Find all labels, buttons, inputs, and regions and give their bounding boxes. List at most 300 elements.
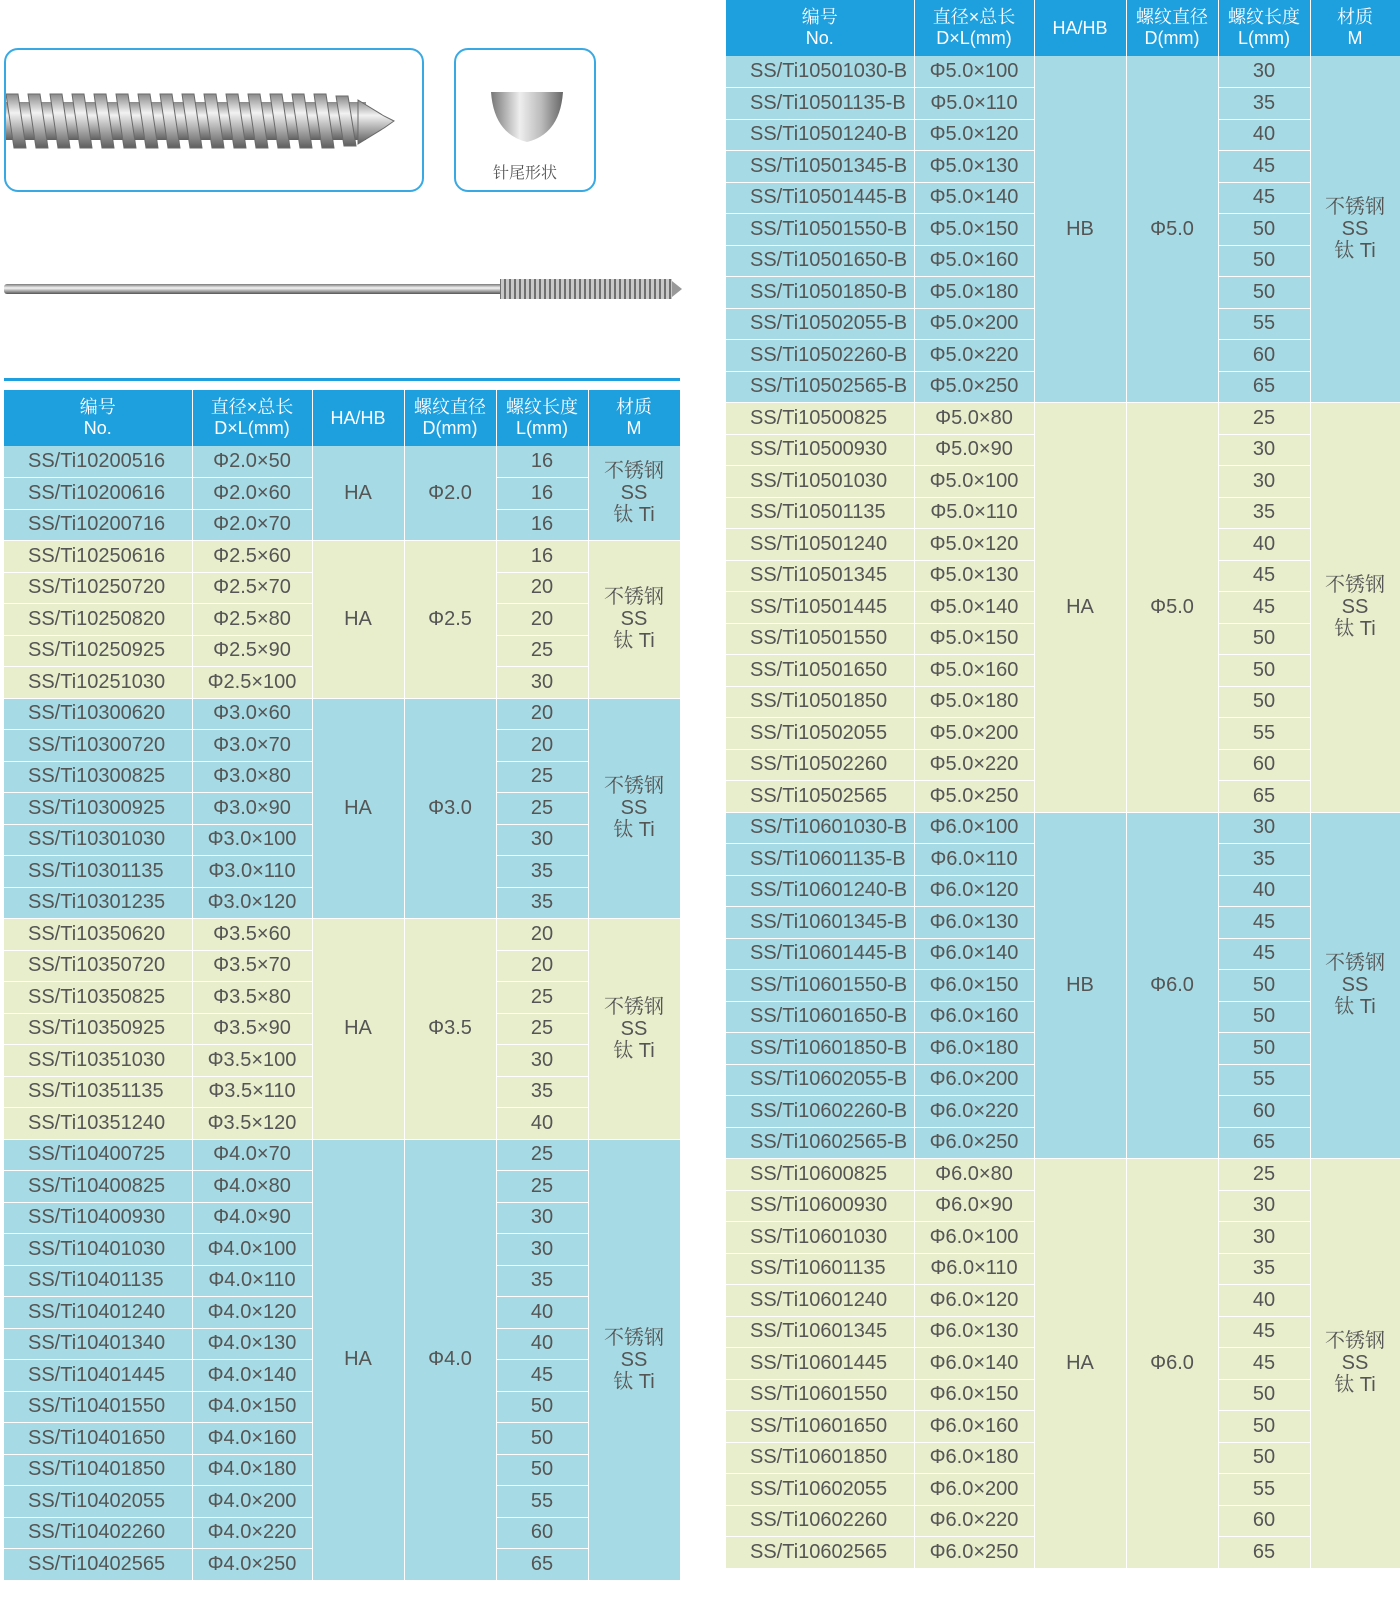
cell-diameter-length: Φ5.0×180	[914, 277, 1034, 309]
cell-part-no: SS/Ti10502565-B	[726, 371, 914, 403]
cell-thread-length: 55	[1218, 308, 1310, 340]
cell-diameter-length: Φ5.0×120	[914, 529, 1034, 561]
cell-part-no: SS/Ti10601445-B	[726, 938, 914, 970]
cell-thread-diameter: Φ5.0	[1126, 403, 1218, 813]
cell-thread-length: 16	[496, 541, 588, 573]
cell-thread-length: 35	[496, 856, 588, 888]
cell-thread-length: 60	[496, 1517, 588, 1549]
cell-thread-length: 30	[1218, 1222, 1310, 1254]
cell-part-no: SS/Ti10251030	[4, 667, 192, 699]
cell-diameter-length: Φ3.5×110	[192, 1076, 312, 1108]
cell-thread-length: 20	[496, 572, 588, 604]
cell-diameter-length: Φ5.0×100	[914, 56, 1034, 88]
cell-thread-length: 60	[1218, 1096, 1310, 1128]
cell-diameter-length: Φ4.0×110	[192, 1265, 312, 1297]
cell-part-no: SS/Ti10502565	[726, 781, 914, 813]
cell-diameter-length: Φ3.0×110	[192, 856, 312, 888]
cell-diameter-length: Φ6.0×100	[914, 1222, 1034, 1254]
cell-part-no: SS/Ti10400930	[4, 1202, 192, 1234]
cell-material	[588, 541, 680, 699]
cell-diameter-length: Φ6.0×100	[914, 812, 1034, 844]
cell-part-no: SS/Ti10402055	[4, 1486, 192, 1518]
cell-thread-diameter: Φ5.0	[1126, 56, 1218, 403]
cell-thread-length: 35	[1218, 88, 1310, 120]
cell-thread-length: 30	[496, 824, 588, 856]
cell-thread-diameter: Φ2.5	[404, 541, 496, 699]
cell-diameter-length: Φ5.0×150	[914, 214, 1034, 246]
cell-thread-length: 55	[496, 1486, 588, 1518]
material-titanium: 钛 Ti	[613, 1039, 655, 1062]
cell-part-no: SS/Ti10300620	[4, 698, 192, 730]
cell-part-no: SS/Ti10401445	[4, 1360, 192, 1392]
table-row	[726, 56, 1400, 88]
cell-thread-length: 50	[496, 1454, 588, 1486]
cell-thread-length: 30	[1218, 434, 1310, 466]
cell-part-no: SS/Ti10602260	[726, 1505, 914, 1537]
cell-part-no: SS/Ti10350720	[4, 950, 192, 982]
cell-diameter-length: Φ6.0×220	[914, 1505, 1034, 1537]
cell-diameter-length: Φ6.0×150	[914, 1379, 1034, 1411]
cell-thread-length: 50	[1218, 623, 1310, 655]
cell-part-no: SS/Ti10601850	[726, 1442, 914, 1474]
cell-thread-length: 35	[1218, 497, 1310, 529]
cell-thread-length: 25	[496, 1171, 588, 1203]
cell-material	[1310, 1159, 1400, 1569]
cell-part-no: SS/Ti10250616	[4, 541, 192, 573]
cell-thread-length: 16	[496, 478, 588, 510]
cell-part-no: SS/Ti10351135	[4, 1076, 192, 1108]
table-row	[4, 541, 680, 573]
table-row	[4, 919, 680, 951]
cell-thread-length: 35	[496, 887, 588, 919]
material-stainless-steel: 不锈钢 SS	[1325, 574, 1385, 619]
header-no: 编号 No.	[726, 0, 914, 56]
cell-part-no: SS/Ti10502260-B	[726, 340, 914, 372]
cell-part-no: SS/Ti10601345	[726, 1316, 914, 1348]
cell-diameter-length: Φ4.0×160	[192, 1423, 312, 1455]
cell-thread-length: 40	[1218, 529, 1310, 561]
table-row	[726, 812, 1400, 844]
cell-diameter-length: Φ5.0×110	[914, 497, 1034, 529]
cell-thread-length: 45	[1218, 907, 1310, 939]
cell-thread-length: 45	[1218, 592, 1310, 624]
cell-diameter-length: Φ4.0×70	[192, 1139, 312, 1171]
cell-diameter-length: Φ4.0×100	[192, 1234, 312, 1266]
cell-part-no: SS/Ti10401030	[4, 1234, 192, 1266]
cell-thread-diameter: Φ6.0	[1126, 1159, 1218, 1569]
cell-thread-length: 45	[1218, 560, 1310, 592]
cell-thread-length: 60	[1218, 340, 1310, 372]
cell-part-no: SS/Ti10401340	[4, 1328, 192, 1360]
cell-part-no: SS/Ti10250925	[4, 635, 192, 667]
cell-part-no: SS/Ti10501135	[726, 497, 914, 529]
cell-diameter-length: Φ6.0×200	[914, 1474, 1034, 1506]
tip-shape-icon	[456, 72, 596, 172]
cell-part-no: SS/Ti10601445	[726, 1348, 914, 1380]
cell-thread-length: 16	[496, 446, 588, 478]
cell-part-no: SS/Ti10351030	[4, 1045, 192, 1077]
material-stainless-steel: 不锈钢 SS	[1325, 952, 1385, 997]
table-row	[4, 1139, 680, 1171]
cell-diameter-length: Φ3.5×100	[192, 1045, 312, 1077]
cell-part-no: SS/Ti10601345-B	[726, 907, 914, 939]
cell-part-no: SS/Ti10402260	[4, 1517, 192, 1549]
cell-diameter-length: Φ6.0×140	[914, 938, 1034, 970]
cell-thread-length: 50	[1218, 686, 1310, 718]
cell-diameter-length: Φ4.0×180	[192, 1454, 312, 1486]
cell-part-no: SS/Ti10501650-B	[726, 245, 914, 277]
cell-ha-hb: HB	[1034, 56, 1126, 403]
cell-thread-length: 40	[496, 1328, 588, 1360]
header-hahb: HA/HB	[312, 390, 404, 446]
cell-diameter-length: Φ5.0×90	[914, 434, 1034, 466]
cell-diameter-length: Φ6.0×140	[914, 1348, 1034, 1380]
cell-diameter-length: Φ5.0×120	[914, 119, 1034, 151]
material-titanium: 钛 Ti	[1334, 996, 1376, 1019]
header-material: 材质 M	[1310, 0, 1400, 56]
cell-material	[1310, 56, 1400, 403]
cell-diameter-length: Φ3.0×60	[192, 698, 312, 730]
cell-diameter-length: Φ6.0×160	[914, 1411, 1034, 1443]
cell-part-no: SS/Ti10501240	[726, 529, 914, 561]
cell-diameter-length: Φ4.0×220	[192, 1517, 312, 1549]
cell-diameter-length: Φ3.5×90	[192, 1013, 312, 1045]
cell-diameter-length: Φ5.0×140	[914, 182, 1034, 214]
cell-part-no: SS/Ti10301235	[4, 887, 192, 919]
cell-thread-length: 45	[1218, 1348, 1310, 1380]
tip-shape-caption: 针尾形状	[492, 165, 557, 182]
cell-ha-hb: HA	[312, 698, 404, 919]
material-stainless-steel: 不锈钢 SS	[1325, 196, 1385, 240]
cell-thread-diameter: Φ6.0	[1126, 812, 1218, 1159]
cell-diameter-length: Φ6.0×130	[914, 1316, 1034, 1348]
cell-thread-length: 40	[1218, 875, 1310, 907]
cell-diameter-length: Φ5.0×130	[914, 151, 1034, 183]
cell-diameter-length: Φ5.0×160	[914, 655, 1034, 687]
cell-part-no: SS/Ti10200716	[4, 509, 192, 541]
cell-diameter-length: Φ3.5×60	[192, 919, 312, 951]
cell-diameter-length: Φ3.5×80	[192, 982, 312, 1014]
header-dl: 直径×总长 D×L(mm)	[192, 390, 312, 446]
cell-diameter-length: Φ6.0×130	[914, 907, 1034, 939]
cell-diameter-length: Φ6.0×250	[914, 1537, 1034, 1569]
cell-thread-length: 65	[1218, 781, 1310, 813]
cell-thread-length: 50	[1218, 214, 1310, 246]
material-stainless-steel: 不锈钢 SS	[604, 586, 664, 631]
table-row	[726, 1159, 1400, 1191]
cell-ha-hb: HA	[312, 1139, 404, 1580]
cell-part-no: SS/Ti10200616	[4, 478, 192, 510]
cell-thread-length: 45	[1218, 151, 1310, 183]
cell-part-no: SS/Ti10401650	[4, 1423, 192, 1455]
cell-thread-length: 25	[1218, 403, 1310, 435]
cell-diameter-length: Φ3.0×120	[192, 887, 312, 919]
cell-thread-length: 55	[1218, 1474, 1310, 1506]
cell-diameter-length: Φ2.5×100	[192, 667, 312, 699]
cell-part-no: SS/Ti10501550	[726, 623, 914, 655]
cell-diameter-length: Φ2.0×60	[192, 478, 312, 510]
cell-thread-length: 30	[1218, 466, 1310, 498]
cell-material	[1310, 403, 1400, 813]
cell-thread-length: 55	[1218, 718, 1310, 750]
cell-part-no: SS/Ti10601650-B	[726, 1001, 914, 1033]
material-titanium: 钛 Ti	[613, 819, 655, 842]
cell-part-no: SS/Ti10401135	[4, 1265, 192, 1297]
table-row	[4, 446, 680, 478]
cell-part-no: SS/Ti10401240	[4, 1297, 192, 1329]
header-thread-length: 螺纹长度 L(mm)	[496, 390, 588, 446]
cell-part-no: SS/Ti10501445-B	[726, 182, 914, 214]
cell-diameter-length: Φ6.0×250	[914, 1127, 1034, 1159]
cell-part-no: SS/Ti10501650	[726, 655, 914, 687]
cell-part-no: SS/Ti10501030	[726, 466, 914, 498]
cell-thread-length: 45	[1218, 182, 1310, 214]
cell-material	[588, 919, 680, 1140]
cell-ha-hb: HA	[312, 919, 404, 1140]
cell-thread-length: 45	[496, 1360, 588, 1392]
cell-part-no: SS/Ti10300720	[4, 730, 192, 762]
cell-thread-length: 45	[1218, 1316, 1310, 1348]
cell-material	[588, 698, 680, 919]
cell-part-no: SS/Ti10350620	[4, 919, 192, 951]
cell-thread-length: 20	[496, 604, 588, 636]
cell-thread-length: 60	[1218, 1505, 1310, 1537]
cell-diameter-length: Φ5.0×220	[914, 749, 1034, 781]
cell-part-no: SS/Ti10402565	[4, 1549, 192, 1581]
material-stainless-steel: 不锈钢 SS	[1325, 1330, 1385, 1375]
cell-diameter-length: Φ2.5×90	[192, 635, 312, 667]
cell-thread-length: 30	[496, 1234, 588, 1266]
cell-thread-length: 60	[1218, 749, 1310, 781]
cell-diameter-length: Φ6.0×150	[914, 970, 1034, 1002]
cell-thread-length: 50	[496, 1423, 588, 1455]
cell-ha-hb: HA	[1034, 1159, 1126, 1569]
material-titanium: 钛 Ti	[1334, 1374, 1376, 1397]
cell-ha-hb: HA	[1034, 403, 1126, 813]
cell-diameter-length: Φ4.0×130	[192, 1328, 312, 1360]
cell-part-no: SS/Ti10501240-B	[726, 119, 914, 151]
cell-thread-length: 30	[1218, 812, 1310, 844]
cell-part-no: SS/Ti10601030	[726, 1222, 914, 1254]
cell-diameter-length: Φ5.0×160	[914, 245, 1034, 277]
cell-diameter-length: Φ5.0×100	[914, 466, 1034, 498]
cell-diameter-length: Φ6.0×180	[914, 1033, 1034, 1065]
cell-part-no: SS/Ti10501550-B	[726, 214, 914, 246]
cell-diameter-length: Φ6.0×200	[914, 1064, 1034, 1096]
cell-part-no: SS/Ti10601135	[726, 1253, 914, 1285]
material-titanium: 钛 Ti	[613, 630, 655, 653]
cell-part-no: SS/Ti10350825	[4, 982, 192, 1014]
cell-thread-length: 25	[496, 1013, 588, 1045]
cell-diameter-length: Φ5.0×80	[914, 403, 1034, 435]
cell-thread-length: 50	[1218, 655, 1310, 687]
material-titanium: 钛 Ti	[1334, 240, 1376, 262]
cell-thread-length: 50	[1218, 245, 1310, 277]
cell-part-no: SS/Ti10500825	[726, 403, 914, 435]
cell-part-no: SS/Ti10601850-B	[726, 1033, 914, 1065]
cell-ha-hb: HA	[312, 541, 404, 699]
cell-thread-length: 30	[1218, 1190, 1310, 1222]
cell-thread-length: 30	[496, 1045, 588, 1077]
cell-diameter-length: Φ5.0×250	[914, 371, 1034, 403]
cell-diameter-length: Φ3.0×80	[192, 761, 312, 793]
cell-part-no: SS/Ti10300825	[4, 761, 192, 793]
cell-diameter-length: Φ5.0×130	[914, 560, 1034, 592]
header-material: 材质 M	[588, 390, 680, 446]
cell-part-no: SS/Ti10501345	[726, 560, 914, 592]
cell-diameter-length: Φ2.5×80	[192, 604, 312, 636]
cell-part-no: SS/Ti10250820	[4, 604, 192, 636]
cell-part-no: SS/Ti10400725	[4, 1139, 192, 1171]
cell-part-no: SS/Ti10600825	[726, 1159, 914, 1191]
cell-thread-length: 35	[1218, 1253, 1310, 1285]
cell-part-no: SS/Ti10501345-B	[726, 151, 914, 183]
cell-diameter-length: Φ6.0×120	[914, 1285, 1034, 1317]
cell-thread-length: 50	[496, 1391, 588, 1423]
cell-thread-length: 20	[496, 698, 588, 730]
cell-diameter-length: Φ4.0×140	[192, 1360, 312, 1392]
cell-diameter-length: Φ3.0×100	[192, 824, 312, 856]
cell-part-no: SS/Ti10400825	[4, 1171, 192, 1203]
cell-thread-length: 50	[1218, 1442, 1310, 1474]
tip-shape-box	[454, 48, 596, 192]
cell-part-no: SS/Ti10401850	[4, 1454, 192, 1486]
cell-diameter-length: Φ4.0×200	[192, 1486, 312, 1518]
cell-thread-diameter: Φ3.0	[404, 698, 496, 919]
cell-part-no: SS/Ti10200516	[4, 446, 192, 478]
cell-thread-length: 40	[1218, 119, 1310, 151]
cell-thread-length: 20	[496, 919, 588, 951]
cell-diameter-length: Φ6.0×120	[914, 875, 1034, 907]
cell-thread-length: 20	[496, 730, 588, 762]
cell-diameter-length: Φ3.5×70	[192, 950, 312, 982]
cell-diameter-length: Φ6.0×160	[914, 1001, 1034, 1033]
cell-part-no: SS/Ti10502260	[726, 749, 914, 781]
cell-diameter-length: Φ5.0×200	[914, 308, 1034, 340]
cell-thread-length: 35	[496, 1265, 588, 1297]
cell-thread-length: 30	[496, 667, 588, 699]
cell-thread-length: 40	[1218, 1285, 1310, 1317]
cell-thread-length: 30	[496, 1202, 588, 1234]
cell-part-no: SS/Ti10501850-B	[726, 277, 914, 309]
cell-thread-length: 50	[1218, 1411, 1310, 1443]
cell-thread-length: 55	[1218, 1064, 1310, 1096]
cell-thread-length: 35	[1218, 844, 1310, 876]
cell-ha-hb: HB	[1034, 812, 1126, 1159]
cell-thread-length: 20	[496, 950, 588, 982]
cell-diameter-length: Φ6.0×220	[914, 1096, 1034, 1128]
cell-thread-length: 65	[1218, 1127, 1310, 1159]
cell-thread-length: 50	[1218, 1379, 1310, 1411]
header-hahb: HA/HB	[1034, 0, 1126, 56]
cell-part-no: SS/Ti10301135	[4, 856, 192, 888]
cell-diameter-length: Φ5.0×180	[914, 686, 1034, 718]
cell-diameter-length: Φ4.0×120	[192, 1297, 312, 1329]
cell-thread-length: 65	[1218, 371, 1310, 403]
cell-part-no: SS/Ti10600930	[726, 1190, 914, 1222]
header-thread-diameter: 螺纹直径 D(mm)	[404, 390, 496, 446]
left-spec-table	[4, 390, 681, 1581]
material-stainless-steel: 不锈钢 SS	[604, 1326, 664, 1371]
cell-part-no: SS/Ti10501030-B	[726, 56, 914, 88]
cell-part-no: SS/Ti10601240-B	[726, 875, 914, 907]
cell-thread-length: 40	[496, 1297, 588, 1329]
divider-line	[4, 378, 680, 381]
table-row	[4, 698, 680, 730]
cell-part-no: SS/Ti10602260-B	[726, 1096, 914, 1128]
long-screw-image	[4, 276, 684, 302]
cell-diameter-length: Φ6.0×90	[914, 1190, 1034, 1222]
cell-diameter-length: Φ5.0×110	[914, 88, 1034, 120]
header-no: 编号 No.	[4, 390, 192, 446]
cell-thread-length: 50	[1218, 277, 1310, 309]
cell-part-no: SS/Ti10501445	[726, 592, 914, 624]
cell-diameter-length: Φ6.0×110	[914, 844, 1034, 876]
cell-diameter-length: Φ2.5×70	[192, 572, 312, 604]
material-stainless-steel: 不锈钢 SS	[604, 995, 664, 1040]
cell-diameter-length: Φ3.0×90	[192, 793, 312, 825]
cell-thread-length: 16	[496, 509, 588, 541]
cell-thread-length: 65	[496, 1549, 588, 1581]
cell-thread-diameter: Φ4.0	[404, 1139, 496, 1580]
cell-diameter-length: Φ2.0×50	[192, 446, 312, 478]
cell-part-no: SS/Ti10602565	[726, 1537, 914, 1569]
cell-thread-length: 35	[496, 1076, 588, 1108]
cell-part-no: SS/Ti10601550-B	[726, 970, 914, 1002]
cell-diameter-length: Φ3.0×70	[192, 730, 312, 762]
cell-part-no: SS/Ti10601135-B	[726, 844, 914, 876]
cell-part-no: SS/Ti10502055-B	[726, 308, 914, 340]
material-titanium: 钛 Ti	[613, 1370, 655, 1393]
cell-part-no: SS/Ti10602055	[726, 1474, 914, 1506]
cell-diameter-length: Φ5.0×220	[914, 340, 1034, 372]
cell-thread-length: 25	[496, 1139, 588, 1171]
material-titanium: 钛 Ti	[1334, 618, 1376, 641]
cell-part-no: SS/Ti10301030	[4, 824, 192, 856]
cell-part-no: SS/Ti10501850	[726, 686, 914, 718]
cell-part-no: SS/Ti10601030-B	[726, 812, 914, 844]
cell-thread-length: 25	[1218, 1159, 1310, 1191]
cell-part-no: SS/Ti10601240	[726, 1285, 914, 1317]
cell-thread-length: 50	[1218, 1001, 1310, 1033]
cell-ha-hb: HA	[312, 446, 404, 541]
screw-thread-image	[6, 50, 424, 192]
cell-part-no: SS/Ti10601650	[726, 1411, 914, 1443]
material-stainless-steel: 不锈钢 SS	[604, 775, 664, 820]
table-header	[4, 390, 680, 446]
cell-diameter-length: Φ5.0×200	[914, 718, 1034, 750]
cell-part-no: SS/Ti10350925	[4, 1013, 192, 1045]
cell-thread-length: 25	[496, 761, 588, 793]
cell-diameter-length: Φ4.0×250	[192, 1549, 312, 1581]
header-thread-diameter: 螺纹直径 D(mm)	[1126, 0, 1218, 56]
cell-diameter-length: Φ3.5×120	[192, 1108, 312, 1140]
cell-part-no: SS/Ti10501135-B	[726, 88, 914, 120]
cell-thread-length: 45	[1218, 938, 1310, 970]
cell-part-no: SS/Ti10300925	[4, 793, 192, 825]
table-header	[726, 0, 1400, 56]
cell-part-no: SS/Ti10250720	[4, 572, 192, 604]
screw-tip-image-box	[4, 48, 424, 192]
cell-part-no: SS/Ti10351240	[4, 1108, 192, 1140]
header-dl: 直径×总长 D×L(mm)	[914, 0, 1034, 56]
cell-thread-length: 25	[496, 982, 588, 1014]
cell-part-no: SS/Ti10602055-B	[726, 1064, 914, 1096]
cell-diameter-length: Φ5.0×150	[914, 623, 1034, 655]
cell-diameter-length: Φ4.0×90	[192, 1202, 312, 1234]
cell-thread-diameter: Φ2.0	[404, 446, 496, 541]
cell-diameter-length: Φ4.0×150	[192, 1391, 312, 1423]
